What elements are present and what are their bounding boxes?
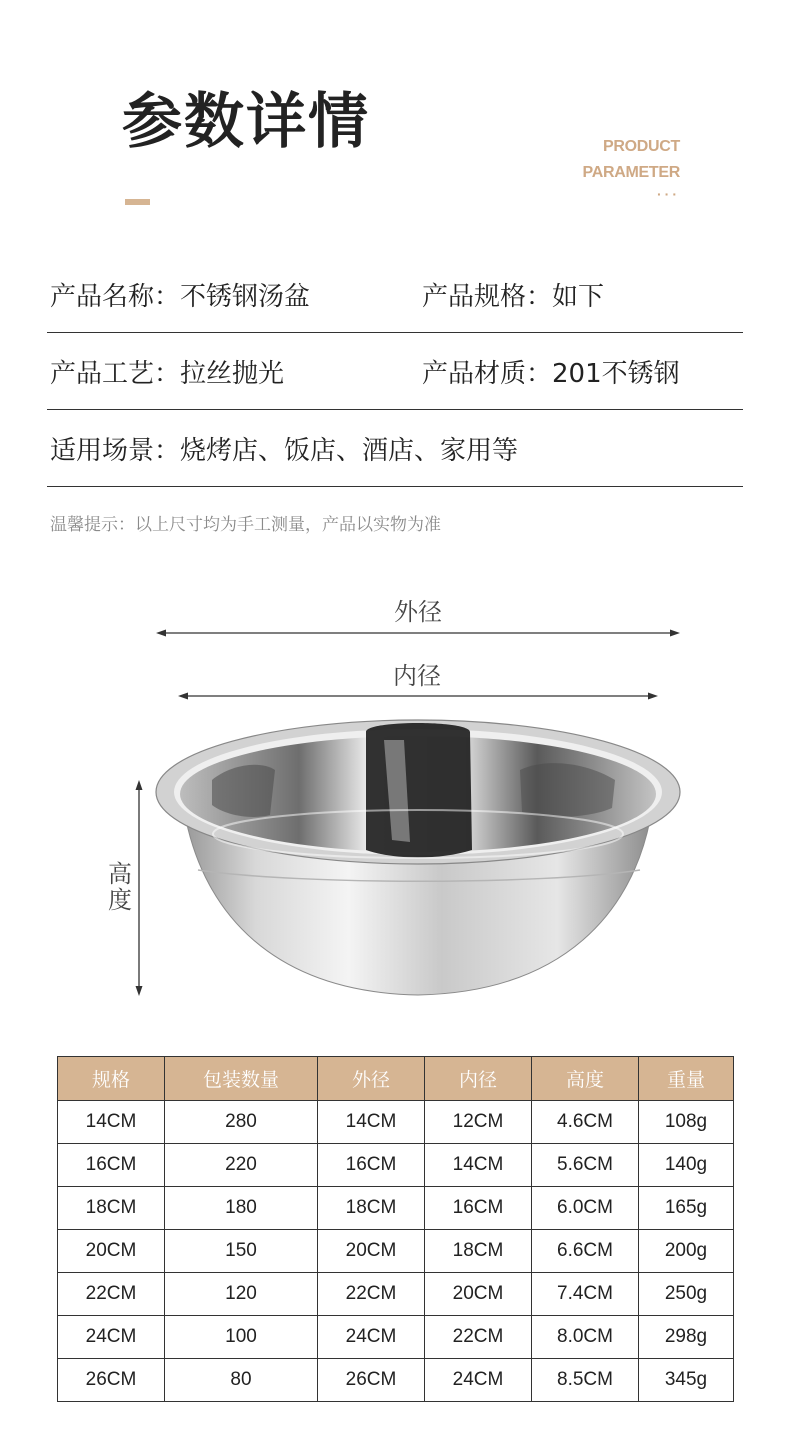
- table-row: [58, 1359, 734, 1402]
- table-cell: 26CM: [318, 1359, 425, 1402]
- table-cell: 6.6CM: [532, 1230, 639, 1273]
- height-label-char2: 度: [108, 886, 132, 914]
- info-row-scene: [47, 410, 743, 487]
- table-cell: 26CM: [58, 1359, 165, 1402]
- table-cell: 22CM: [425, 1316, 532, 1359]
- table-cell: 165g: [639, 1187, 734, 1230]
- title-accent-bar: [125, 199, 150, 205]
- bowl-image: [156, 720, 680, 995]
- table-cell: 8.0CM: [532, 1316, 639, 1359]
- product-spec-value: 如下: [552, 281, 605, 312]
- table-cell: 20CM: [318, 1230, 425, 1273]
- table-cell: 120: [165, 1273, 318, 1316]
- product-craft-label: 产品工艺：: [50, 358, 181, 389]
- info-product-craft: [50, 333, 284, 409]
- product-material-value: 201不锈钢: [552, 358, 680, 389]
- table-cell: 24CM: [318, 1316, 425, 1359]
- table-cell: 5.6CM: [532, 1144, 639, 1187]
- table-cell: 24CM: [58, 1316, 165, 1359]
- info-product-spec: [422, 256, 604, 332]
- spec-table: [57, 1056, 734, 1402]
- table-cell: 24CM: [425, 1359, 532, 1402]
- table-cell: 220: [165, 1144, 318, 1187]
- product-name-label: 产品名称：: [50, 281, 181, 312]
- page-title: 参数详情: [122, 87, 370, 157]
- table-cell: 140g: [639, 1144, 734, 1187]
- table-cell: 18CM: [425, 1230, 532, 1273]
- table-cell: 150: [165, 1230, 318, 1273]
- table-cell: 4.6CM: [532, 1101, 639, 1144]
- table-cell: 7.4CM: [532, 1273, 639, 1316]
- table-cell: 200g: [639, 1230, 734, 1273]
- table-row: [58, 1273, 734, 1316]
- table-cell: 180: [165, 1187, 318, 1230]
- table-cell: 80: [165, 1359, 318, 1402]
- table-header-cell: 包装数量: [165, 1057, 318, 1101]
- info-row-name-spec: [47, 256, 743, 333]
- table-row: [58, 1187, 734, 1230]
- table-cell: 18CM: [318, 1187, 425, 1230]
- product-craft-value: 拉丝抛光: [180, 358, 285, 389]
- table-cell: 14CM: [425, 1144, 532, 1187]
- table-cell: 18CM: [58, 1187, 165, 1230]
- bowl-dimension-diagram: [0, 580, 790, 1010]
- table-row: [58, 1144, 734, 1187]
- height-arrow: [136, 780, 143, 996]
- table-header-row: [58, 1057, 734, 1101]
- table-cell: 250g: [639, 1273, 734, 1316]
- table-header-cell: 内径: [425, 1057, 532, 1101]
- table-cell: 20CM: [58, 1230, 165, 1273]
- english-subtitle-line2: PARAMETER: [582, 164, 680, 181]
- product-spec-label: 产品规格：: [422, 281, 553, 312]
- table-header-cell: 重量: [639, 1057, 734, 1101]
- table-cell: 298g: [639, 1316, 734, 1359]
- info-product-name: [50, 256, 310, 332]
- table-cell: 16CM: [318, 1144, 425, 1187]
- table-cell: 8.5CM: [532, 1359, 639, 1402]
- table-cell: 16CM: [425, 1187, 532, 1230]
- table-cell: 14CM: [58, 1101, 165, 1144]
- table-cell: 20CM: [425, 1273, 532, 1316]
- table-cell: 22CM: [58, 1273, 165, 1316]
- table-cell: 280: [165, 1101, 318, 1144]
- table-cell: 6.0CM: [532, 1187, 639, 1230]
- height-label-char1: 高: [108, 860, 132, 888]
- table-cell: 100: [165, 1316, 318, 1359]
- table-cell: 22CM: [318, 1273, 425, 1316]
- measurement-tip: 温馨提示：以上尺寸均为手工测量，产品以实物为准: [50, 515, 441, 535]
- table-cell: 16CM: [58, 1144, 165, 1187]
- table-cell: 108g: [639, 1101, 734, 1144]
- inner-diameter-label: 内径: [393, 662, 441, 690]
- decorative-dots: ···: [657, 186, 680, 202]
- table-cell: 14CM: [318, 1101, 425, 1144]
- english-subtitle: [583, 134, 680, 186]
- outer-diameter-arrow: [156, 630, 680, 637]
- table-row: [58, 1316, 734, 1359]
- outer-diameter-label: 外径: [394, 598, 442, 626]
- table-header-cell: 高度: [532, 1057, 639, 1101]
- table-cell: 345g: [639, 1359, 734, 1402]
- product-material-label: 产品材质：: [422, 358, 553, 389]
- info-row-craft-material: [47, 333, 743, 410]
- table-header-cell: 外径: [318, 1057, 425, 1101]
- english-subtitle-line1: PRODUCT: [602, 138, 680, 155]
- info-product-scene: [50, 410, 518, 486]
- product-scene-label: 适用场景：: [50, 435, 181, 466]
- inner-diameter-arrow: [178, 693, 658, 700]
- table-row: [58, 1230, 734, 1273]
- info-product-material: [422, 333, 680, 409]
- table-cell: 12CM: [425, 1101, 532, 1144]
- table-header-cell: 规格: [58, 1057, 165, 1101]
- product-scene-value: 烧烤店、饭店、酒店、家用等: [180, 435, 519, 466]
- product-name-value: 不锈钢汤盆: [180, 281, 311, 312]
- table-row: [58, 1101, 734, 1144]
